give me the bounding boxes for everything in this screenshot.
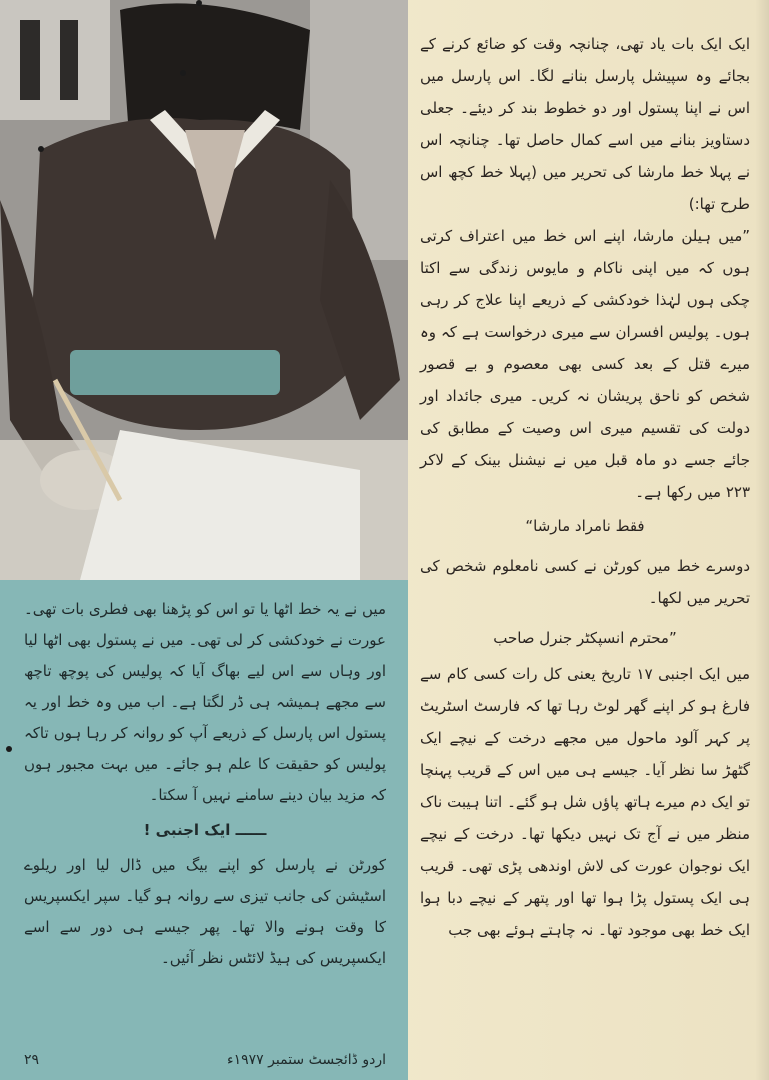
letter-continuation: میں نے یہ خط اٹھا یا تو اس کو پڑھنا بھی فطری بات تھی۔ عورت نے خودکشی کر لی تھی۔ میں نے پستول بھی اٹھا لیا اور وہاں سے اس لیے بھاگ آیا کہ پولیس کی پوچھ تاچھ سے مجھے ہمیشہ ہی ڈر لگتا ہے۔ اب میں وہ خط اور یہ پستول اس پارسل کے ذریعے آپ کو روانہ کر رہا ہوں تاکہ پولیس کو حقیقت کا علم ہو جائے۔ میں بہت مجبور ہوں کہ مزید بیان دینے سامنے نہیں آ سکتا۔ [24, 600, 386, 804]
right-text-column [420, 28, 750, 1068]
first-letter-signature: فقط نامراد مارشا“ [525, 517, 645, 535]
print-speck [6, 746, 12, 752]
second-letter-text: میں ایک اجنبی ۱۷ تاریخ یعنی کل رات کسی کام سے فارغ ہو کر اپنے گھر لوٹ رہا تھا کہ فارسٹ اسٹریٹ پر کہر آلود ماحول میں مجھے درخت کے نیچے ایک گٹھڑ سا نظر آیا۔ جیسے ہی میں اس کے قریب پہنچا تو ایک دم میرے ہاتھ پاؤں شل ہو گئے۔ اتنا ہیبت ناک منظر میں نے آج تک نہیں دیکھا تھا۔ درخت کے نیچے ایک نوجوان عورت کی لاش اوندھی پڑی تھی۔ قریب ہی ایک پستول پڑا ہوا تھا اور پتھر کے نیچے دبا ہوا ایک خط بھی موجود تھا۔ نہ چاہتے ہوئے بھی جب [420, 665, 751, 939]
publication-name: اردو ڈائجسٹ ستمبر ۱۹۷۷ء [227, 1052, 386, 1068]
page-number: ۲۹ [24, 1052, 40, 1068]
print-speck [38, 146, 44, 152]
article-photo [0, 0, 408, 580]
print-speck [180, 70, 186, 76]
story-paragraph: کورٹن نے پارسل کو اپنے بیگ میں ڈال لیا اور ریلوے اسٹیشن کی جانب تیزی سے روانہ ہو گیا۔ سپر ایکسپریس کا وقت ہونے والا تھا۔ پھر جیسے ہی دور سے اسے ایکسپریس کی ہیڈ لائٹس نظر آئیں۔ [24, 856, 386, 967]
letter-signature: ــــــ ایک اجنبی ! [143, 821, 267, 839]
woman-writing-illustration [0, 0, 408, 580]
page-footer [24, 1052, 386, 1068]
print-speck [196, 0, 202, 6]
second-letter-intro: دوسرے خط میں کورٹن نے کسی نامعلوم شخص کی تحریر میں لکھا۔ [420, 557, 750, 607]
page-edge-shadow [755, 0, 769, 1080]
sidebar-text-box [0, 580, 408, 1080]
intro-paragraph: ایک ایک بات یاد تھی، چنانچہ وقت کو ضائع کرنے کے بجائے وہ سپیشل پارسل بنانے لگا۔ اس پارسل میں اس نے اپنا پستول اور دو خطوط بند کر دیئے۔ جعلی دستاویز بنانے میں اسے کمال حاصل تھا۔ چنانچہ اس نے پہلا خط مارشا کی تحریر میں (پہلا خط کچھ اس طرح تھا:) [420, 35, 750, 213]
first-letter-text: ”میں ہیلن مارشا، اپنے اس خط میں اعتراف کرتی ہوں کہ میں اپنی ناکام و مایوس زندگی سے اکتا چکی ہوں لہٰذا خودکشی کے ذریعے اپنا علاج کر رہی ہوں۔ پولیس افسران سے میری درخواست ہے کہ وہ میرے قتل کے بعد کسی بھی معصوم و بے قصور شخص کو ناحق پریشان نہ کریں۔ میری جائداد اور دولت کی تقسیم میری اس وصیت کے مطابق کی جائے جسے دو ماہ قبل میں نے نیشنل بینک کے لاکر ۲۲۳ میں رکھا ہے۔ [420, 227, 750, 501]
letter-salutation: ”محترم انسپکٹر جنرل صاحب [493, 629, 677, 647]
